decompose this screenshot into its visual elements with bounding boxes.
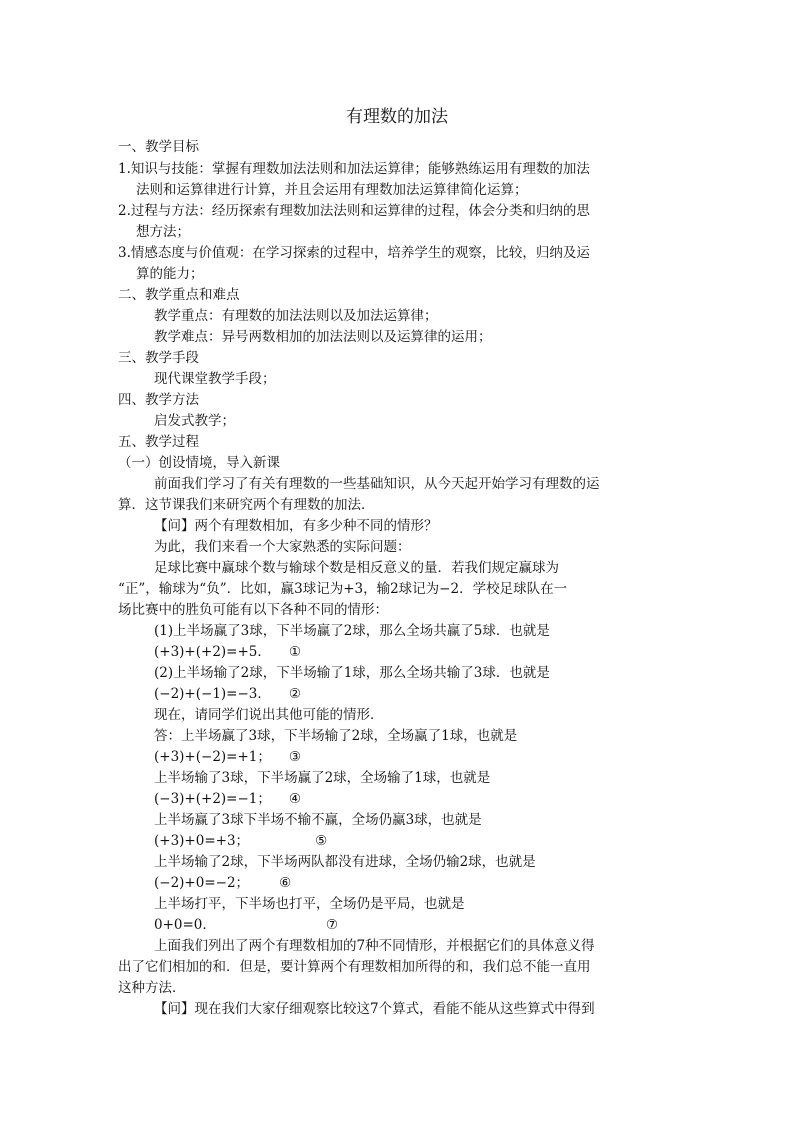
text-line: 上半场打平，下半场也打平，全场仍是平局，也就是 — [154, 896, 465, 912]
subsection-heading: （一）创设情境，导入新课 — [118, 455, 280, 471]
text-line: 为此，我们来看一个大家熟悉的实际问题： — [154, 539, 411, 555]
text-line: 教学难点：异号两数相加的加法法则以及运算律的运用； — [154, 329, 492, 345]
text-line: 足球比赛中赢球个数与输球个数是相反意义的量．若我们规定赢球为 — [154, 560, 559, 576]
section-heading: 三、教学手段 — [118, 350, 199, 366]
equation-marker: ⑥ — [279, 875, 292, 891]
text-line: (1)上半场赢了3球，下半场赢了2球，那么全场共赢了5球．也就是 — [154, 623, 550, 639]
equation-marker: ④ — [288, 791, 302, 807]
text-line: 上面我们列出了两个有理数相加的7种不同情形，并根据它们的具体意义得 — [154, 938, 595, 954]
equation-line — [154, 747, 678, 767]
text-line: 现在，请同学们说出其他可能的情形． — [154, 707, 384, 723]
equation: (+3)+(+2)=+5． — [154, 644, 271, 660]
text-line: 场比赛中的胜负可能有以下各种不同的情形： — [118, 602, 388, 618]
text-line: 2.过程与方法：经历探索有理数加法法则和运算律的过程，体会分类和归纳的思 — [118, 203, 590, 219]
equation-line — [154, 873, 678, 893]
text-line: “正”，输球为“负”．比如，赢3球记为+3，输2球记为−2．学校足球队在一 — [118, 581, 568, 597]
equation-marker: ⑤ — [315, 833, 328, 849]
text-line: 算的能力； — [136, 266, 204, 282]
equation: (+3)+0=+3； — [154, 833, 250, 849]
text-line: 前面我们学习了有关有理数的一些基础知识，从今天起开始学习有理数的运 — [154, 476, 600, 492]
text-line: 教学重点：有理数的加法法则以及加法运算律； — [154, 308, 438, 324]
equation-line — [154, 684, 678, 704]
equation-line — [154, 831, 678, 851]
equation: (−3)+(+2)=−1； — [154, 791, 271, 807]
question-line: 【问】两个有理数相加，有多少种不同的情形？ — [154, 518, 438, 534]
equation-line — [154, 789, 678, 809]
question-line: 【问】现在我们大家仔细观察比较这7个算式，看能不能从这些算式中得到 — [154, 1001, 595, 1017]
section-heading: 一、教学目标 — [118, 139, 199, 155]
text-line: 答：上半场赢了3球，下半场输了2球，全场赢了1球，也就是 — [154, 728, 518, 744]
equation: (−2)+(−1)=−3． — [154, 686, 271, 702]
equation-line — [154, 642, 678, 662]
equation-marker: ⑦ — [325, 917, 338, 933]
text-line: 3.情感态度与价值观：在学习探索的过程中，培养学生的观察，比较，归纳及运 — [118, 245, 590, 261]
text-line: 出了它们相加的和．但是，要计算两个有理数相加所得的和，我们总不能一直用 — [118, 959, 591, 975]
text-line: 上半场赢了3球下半场不输不赢，全场仍赢3球，也就是 — [154, 812, 482, 828]
section-heading: 二、教学重点和难点 — [118, 287, 240, 303]
equation-marker: ② — [288, 686, 302, 702]
section-heading: 四、教学方法 — [118, 392, 199, 408]
text-line: 算．这节课我们来研究两个有理数的加法． — [118, 497, 375, 513]
text-line: 法则和运算律进行计算，并且会运用有理数加法运算律简化运算； — [136, 182, 528, 198]
equation: 0+0=0． — [154, 917, 216, 933]
page-title: 有理数的加法 — [346, 107, 448, 127]
section-heading: 五、教学过程 — [118, 434, 199, 450]
text-line: 现代课堂教学手段； — [154, 371, 276, 387]
text-line: 1.知识与技能：掌握有理数加法法则和加法运算律；能够熟练运用有理数的加法 — [118, 161, 590, 177]
text-line: 这种方法． — [118, 980, 186, 996]
text-line: 想方法； — [136, 224, 190, 240]
equation-marker: ① — [288, 644, 302, 660]
text-line: 上半场输了2球，下半场两队都没有进球，全场仍输2球，也就是 — [154, 854, 536, 870]
equation: (−2)+0=−2； — [154, 875, 250, 891]
equation: (+3)+(−2)=+1； — [154, 749, 271, 765]
equation-line — [154, 915, 678, 935]
text-line: 启发式教学； — [154, 413, 235, 429]
equation-marker: ③ — [288, 749, 302, 765]
text-line: (2)上半场输了2球，下半场输了1球，那么全场共输了3球．也就是 — [154, 665, 550, 681]
text-line: 上半场输了3球，下半场赢了2球，全场输了1球，也就是 — [154, 770, 491, 786]
